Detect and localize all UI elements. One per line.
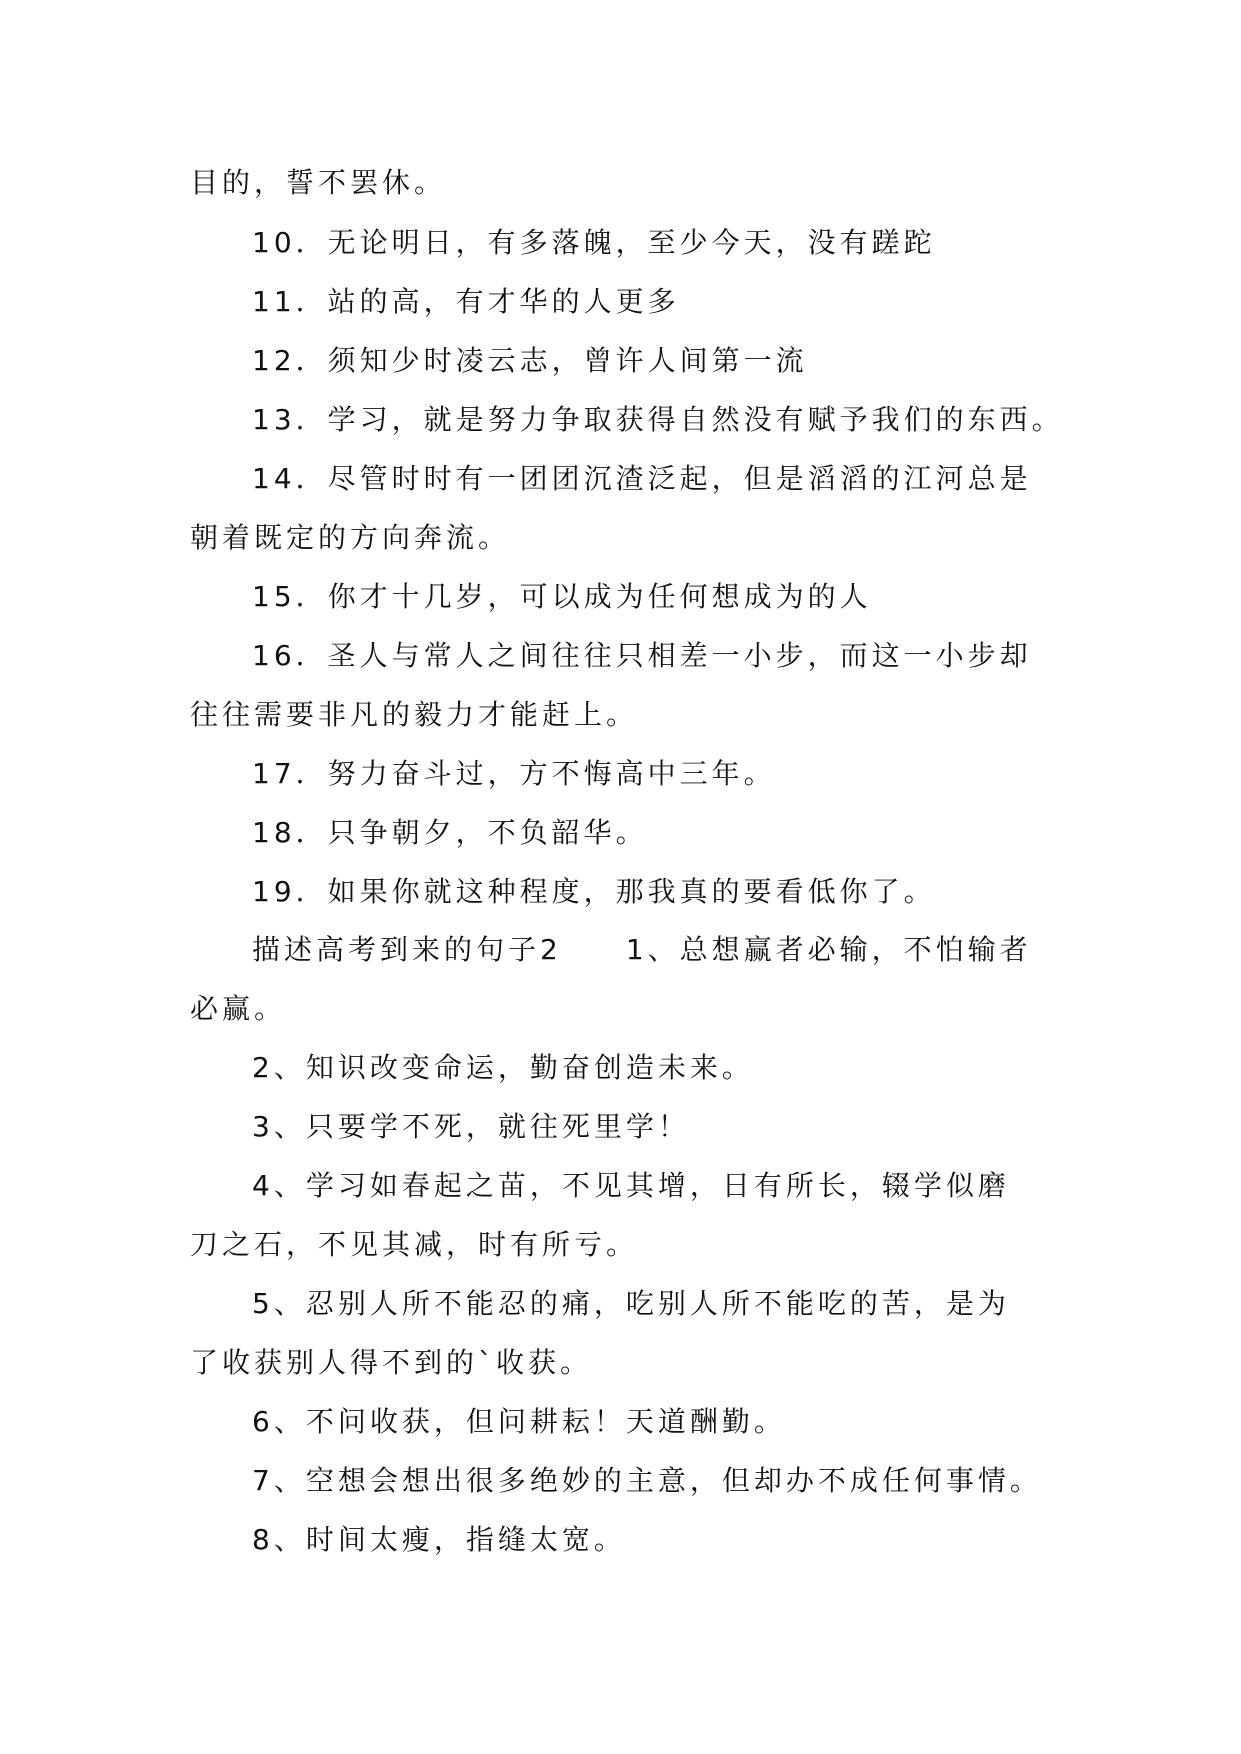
text-line: 17．努力奋斗过，方不悔高中三年。 [252,757,776,790]
text-line: 12．须知少时凌云志，曾许人间第一流 [252,344,808,377]
text-line: 6、不问收获，但问耕耘！天道酬勤。 [252,1405,786,1438]
text-line: 4、学习如春起之苗，不见其增，日有所长，辍学似磨 [252,1169,1010,1202]
text-line: 刀之石，不见其减，时有所亏。 [190,1228,639,1261]
text-line: 3、只要学不死，就往死里学！ [252,1110,690,1143]
text-line: 10．无论明日，有多落魄，至少今天，没有蹉跎 [252,226,936,259]
text-line: 7、空想会想出很多绝妙的主意，但却办不成任何事情。 [252,1464,1042,1497]
text-line: 15．你才十几岁，可以成为任何想成为的人 [252,580,872,613]
text-line: 13．学习，就是努力争取获得自然没有赋予我们的东西。 [252,403,1064,436]
text-line: 朝着既定的方向奔流。 [190,521,511,554]
text-line: 11．站的高，有才华的人更多 [252,285,680,318]
text-line: 19．如果你就这种程度，那我真的要看低你了。 [252,875,936,908]
text-line: 了收获别人得不到的`收获。 [190,1346,593,1379]
text-line: 目的，誓不罢休。 [190,166,447,199]
text-line: 往往需要非凡的毅力才能赶上。 [190,698,639,731]
text-line: 14．尽管时时有一团团沉渣泛起，但是滔滔的江河总是 [252,462,1032,495]
text-line: 18．只争朝夕，不负韶华。 [252,816,648,849]
text-line: 5、忍别人所不能忍的痛，吃别人所不能吃的苦，是为 [252,1287,1010,1320]
text-line: 必赢。 [190,992,287,1025]
text-line: 16．圣人与常人之间往往只相差一小步，而这一小步却 [252,639,1032,672]
text-line: 8、时间太瘦，指缝太宽。 [252,1523,626,1556]
section-heading-line: 描述高考到来的句子2 1、总想赢者必输，不怕输者 [252,933,1032,966]
text-line: 2、知识改变命运，勤奋创造未来。 [252,1051,754,1084]
